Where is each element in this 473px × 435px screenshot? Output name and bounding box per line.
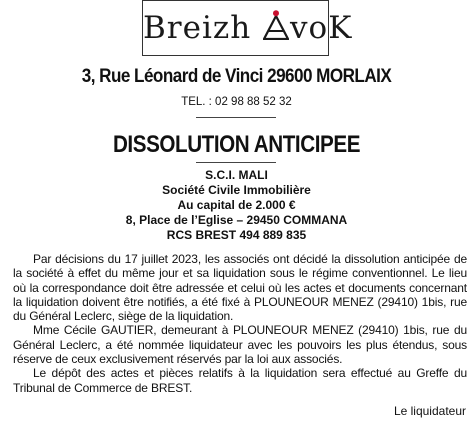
company-capital: Au capital de 2.000 € [177, 198, 296, 212]
agency-address: 3, Rue Léonard de Vinci 29600 MORLAIX [81, 66, 392, 87]
signature: Le liquidateur [393, 404, 466, 418]
agency-telephone: TEL. : 02 98 88 52 32 [181, 96, 292, 108]
logo-text-end: K [328, 10, 353, 46]
company-type: Société Civile Immobilière [162, 183, 311, 197]
company-name: S.C.I. MALI [205, 168, 268, 182]
paragraph-liquidator: Mme Cécile GAUTIER, demeurant à PLOUNEOUR MENEZ (29410) 1bis, rue du Général Leclerc, a été nommée liquidateur avec les pouvoirs les plus étendus, sous réserve de ceux exclusivement réservés par la loi aux associés. [13, 323, 467, 367]
logo-text-right: vo [290, 10, 329, 46]
notice-title: DISSOLUTION ANTICIPEE [112, 131, 361, 158]
notice-body [13, 252, 467, 395]
breizh-avok-logo [142, 0, 353, 56]
paragraph-filing: Le dépôt des actes et pièces relatifs à la liquidation sera effectué au Greffe du Tribunal de Commerce de BREST. [13, 366, 467, 395]
paragraph-decision: Par décisions du 17 juillet 2023, les associés ont décidé la dissolution anticipée de la société à effet du même jour et sa liquidation sous le régime conventionnel. Le lieu où la correspondance doit être adressée et celui où les actes et documents concernant la liquidation doivent être notifiés, a été fixé à PLOUNEOUR MENEZ (29410) 1bis, rue du Général Leclerc, siège de la liquidation. [13, 252, 467, 324]
logo-wordmark [143, 10, 353, 46]
logo-text-left: Breizh [143, 10, 252, 46]
company-block [0, 168, 473, 243]
triskell-a-icon [263, 10, 289, 40]
divider-bottom [196, 162, 276, 163]
divider-top [196, 117, 276, 118]
company-rcs: RCS BREST 494 889 835 [166, 228, 307, 242]
company-address: 8, Place de l’Eglise – 29450 COMMANA [125, 213, 348, 227]
